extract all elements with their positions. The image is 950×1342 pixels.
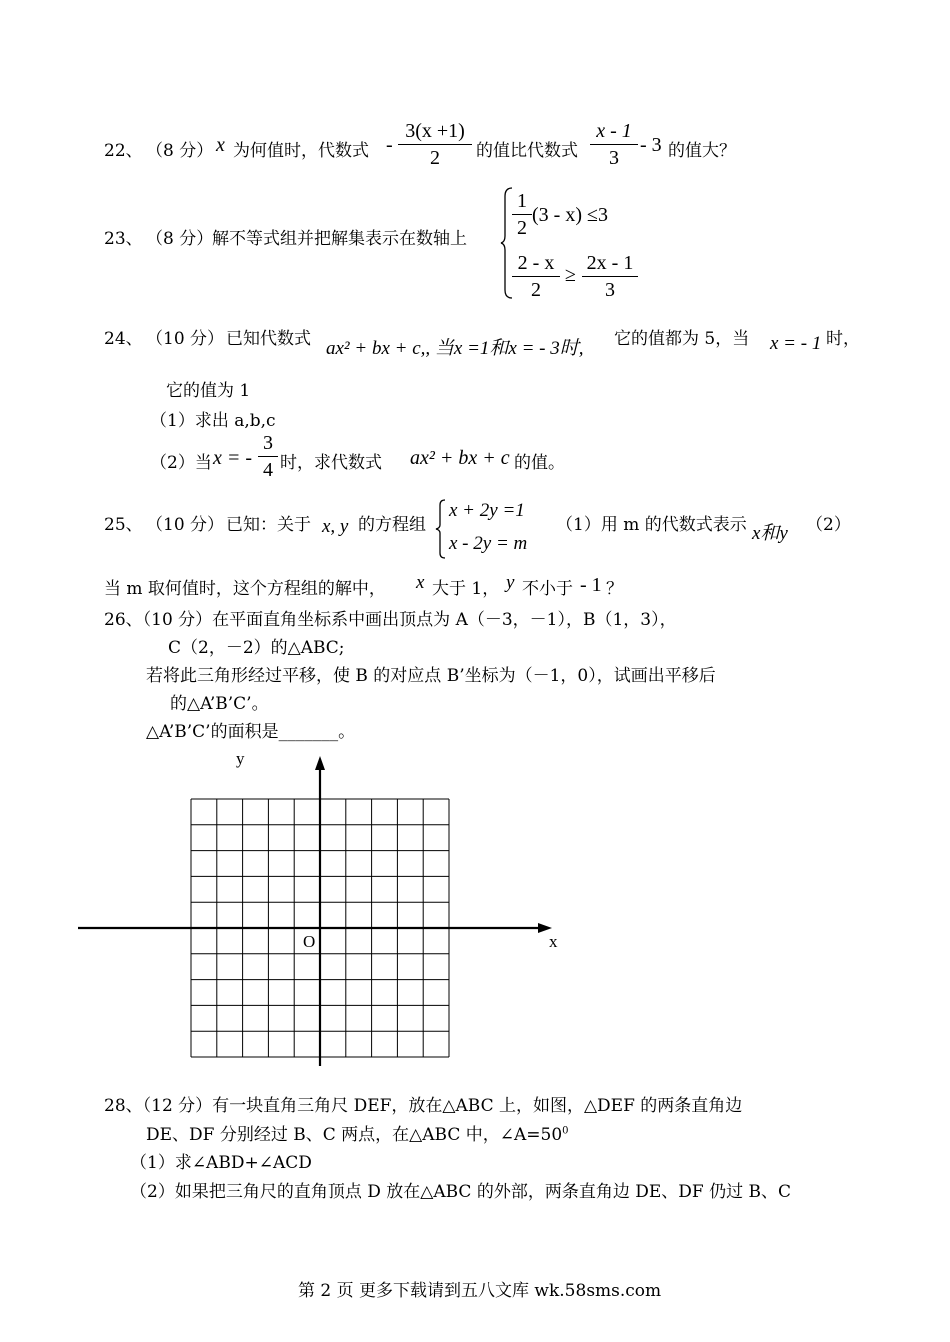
q24-part-1: （1）求出 a,b,c — [150, 411, 276, 431]
q23-e2-rden: 3 — [605, 279, 615, 301]
q24-p2-den: 4 — [263, 459, 273, 481]
x-axis-label: x — [549, 932, 558, 951]
q24-part-2-fraction — [258, 430, 278, 483]
origin-label: O — [303, 932, 316, 951]
q23-text: 解不等式组并把解集表示在数轴上 — [212, 229, 467, 249]
q25-line-2-y: y — [506, 572, 515, 593]
q22-f2-num: x - 1 — [596, 120, 632, 142]
q22-minus: - — [386, 134, 393, 156]
q23-e2-rnum: 2x - 1 — [586, 252, 634, 274]
q23-e1-num: 1 — [517, 190, 527, 212]
q28-line-4: （2）如果把三角尺的直角顶点 D 放在△ABC 的外部，两条直角边 DE、DF 仍过 B、C — [130, 1182, 791, 1202]
q28-line-2 — [146, 1120, 569, 1145]
q25-score: （10 分） — [146, 515, 225, 535]
q22-text-1: 为何值时，代数式 — [233, 141, 369, 161]
q23-e2-right-fraction — [582, 250, 638, 303]
q22-fraction-2 — [590, 118, 638, 171]
q25-number: 25、 — [104, 515, 143, 535]
q26-line-1: 26、（10 分）在平面直角坐标系中画出顶点为 A（－3，－1），B（1，3）， — [104, 610, 677, 630]
q23-score: （8 分） — [146, 229, 214, 249]
q26-line-2: C（2，－2）的△ABC; — [168, 638, 345, 658]
q28-line-3: （1）求∠ABD+∠ACD — [130, 1153, 312, 1173]
q23-number: 23、 — [104, 229, 143, 249]
q25-text-3: （1）用 m 的代数式表示 — [556, 515, 747, 535]
page-footer: 第 2 页 更多下载请到五八文库 wk.58sms.com — [298, 1281, 662, 1301]
q23-e2-op: ≥ — [565, 264, 576, 286]
coordinate-grid — [0, 740, 950, 1080]
q24-part-2-c: 的值。 — [514, 453, 565, 473]
q22-f2-den: 3 — [609, 147, 619, 169]
q24-expression-2: x = - 1 — [770, 333, 822, 354]
y-axis-label: y — [236, 749, 245, 768]
left-brace-icon — [435, 498, 447, 560]
q22-score: （8 分） — [146, 141, 214, 161]
q25-vars: x, y — [322, 516, 349, 537]
q23-e1-fraction — [512, 188, 532, 241]
q24-part-2-b: 时，求代数式 — [280, 453, 382, 473]
q25-line-2-e: ？ — [606, 579, 623, 599]
q24-text-1: 已知代数式 — [226, 329, 311, 349]
q28-line-2-text: DE、DF 分别经过 B、C 两点，在△ABC 中，∠A=50 — [146, 1125, 563, 1145]
q25-text-4: （2） — [806, 515, 851, 535]
q25-eq-2: x - 2y = m — [449, 533, 528, 554]
q24-part-2-a: （2）当 — [150, 453, 212, 473]
q28-line-1: 28、（12 分）有一块直角三角尺 DEF，放在△ABC 上，如图，△DEF 的两条直角边 — [104, 1096, 743, 1116]
q25-vars-2: x和y — [752, 523, 788, 544]
q25-text-2: 的方程组 — [358, 515, 426, 535]
q25-line-2-c: 不小于 — [522, 579, 573, 599]
q24-score: （10 分） — [146, 329, 225, 349]
q22-var: x — [216, 134, 225, 156]
q25-line-2-a: 当 m 取何值时，这个方程组的解中， — [104, 579, 386, 599]
q25-line-2-d: - 1 — [580, 574, 602, 596]
q23-e1-rest: (3 - x) ≤3 — [532, 204, 608, 226]
q23-e1-den: 2 — [517, 217, 527, 239]
q22-minus-three: - 3 — [640, 134, 662, 156]
y-axis-arrow-icon — [315, 756, 325, 770]
q22-fraction-1 — [398, 118, 472, 171]
q24-part-2-expr: ax² + bx + c — [410, 447, 510, 469]
q22-number: 22、 — [104, 141, 143, 161]
q26-line-5: △A’B’C’的面积是_______。 — [146, 722, 356, 742]
q25-line-2-b: 大于 1， — [432, 579, 500, 599]
q28-degree-sup: 0 — [562, 1125, 569, 1137]
q24-text-3: 时， — [826, 329, 860, 349]
q25-eq-1: x + 2y =1 — [449, 500, 525, 521]
q26-line-3: 若将此三角形经过平移，使 B 的对应点 B’坐标为（－1，0），试画出平移后 — [146, 666, 716, 686]
q25-text-1: 已知：关于 — [226, 515, 311, 535]
q25-line-2-x: x — [416, 572, 425, 593]
q24-line-2: 它的值为 1 — [166, 381, 251, 401]
q24-part-2-x: x = - — [213, 447, 253, 469]
q24-expression: ax² + bx + c,, 当x =1和x = - 3时, — [326, 338, 584, 359]
q24-text-2: 它的值都为 5，当 — [614, 329, 750, 349]
q23-e2-left-fraction — [512, 250, 560, 303]
q23-e2-lnum: 2 - x — [517, 252, 555, 274]
q26-line-4: 的△A’B’C’。 — [170, 694, 269, 714]
q22-text-3: 的值大？ — [668, 141, 736, 161]
q23-e2-lden: 2 — [531, 279, 541, 301]
q22-f1-den: 2 — [430, 147, 440, 169]
q22-text-2: 的值比代数式 — [476, 141, 578, 161]
q24-p2-num: 3 — [263, 432, 273, 454]
q24-number: 24、 — [104, 329, 143, 349]
q22-f1-num: 3(x +1) — [405, 120, 465, 142]
